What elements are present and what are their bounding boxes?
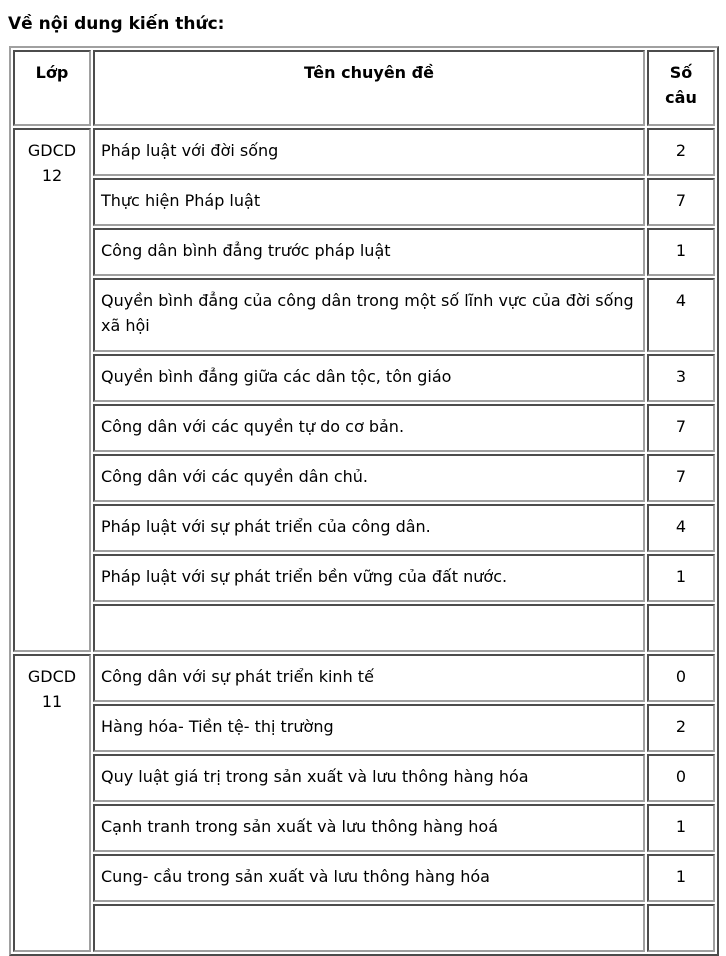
- table-row: [13, 354, 715, 402]
- grade-line2: 12: [41, 166, 63, 185]
- table-row: [13, 278, 715, 352]
- count-cell: 1: [647, 804, 715, 852]
- count-cell: 4: [647, 278, 715, 352]
- topic-cell: Quy luật giá trị trong sản xuất và lưu thông hàng hóa: [93, 754, 645, 802]
- grade-cell-gdcd11: [13, 654, 91, 952]
- count-cell: 7: [647, 178, 715, 226]
- topic-cell: Thực hiện Pháp luật: [93, 178, 645, 226]
- count-cell: 2: [647, 704, 715, 752]
- grade-cell-gdcd12: [13, 128, 91, 652]
- header-count-line1: Số: [669, 63, 693, 82]
- count-cell: [647, 604, 715, 652]
- header-count: [647, 50, 715, 126]
- count-cell: 1: [647, 228, 715, 276]
- topic-cell: [93, 604, 645, 652]
- count-cell: 2: [647, 128, 715, 176]
- count-cell: 1: [647, 854, 715, 902]
- topic-cell: [93, 904, 645, 952]
- table-row: [13, 554, 715, 602]
- topic-cell: Công dân với các quyền tự do cơ bản.: [93, 404, 645, 452]
- topic-cell: Quyền bình đẳng của công dân trong một số lĩnh vực của đời sống xã hội: [93, 278, 645, 352]
- section-heading: Về nội dung kiến thức:: [8, 14, 225, 34]
- table-row: [13, 704, 715, 752]
- count-cell: 7: [647, 404, 715, 452]
- count-cell: 0: [647, 754, 715, 802]
- table-row: [13, 504, 715, 552]
- count-cell: 1: [647, 554, 715, 602]
- topic-cell: Pháp luật với sự phát triển bền vững của đất nước.: [93, 554, 645, 602]
- table-row-empty: [13, 604, 715, 652]
- topic-cell: Công dân với sự phát triển kinh tế: [93, 654, 645, 702]
- topics-table: [9, 46, 719, 956]
- grade-line2: 11: [41, 692, 63, 711]
- topic-cell: Cung- cầu trong sản xuất và lưu thông hàng hóa: [93, 854, 645, 902]
- table-row: [13, 754, 715, 802]
- table-row: [13, 454, 715, 502]
- topic-cell: Hàng hóa- Tiền tệ- thị trường: [93, 704, 645, 752]
- topic-cell: Pháp luật với đời sống: [93, 128, 645, 176]
- header-topic: Tên chuyên đề: [93, 50, 645, 126]
- topic-cell: Công dân với các quyền dân chủ.: [93, 454, 645, 502]
- grade-line1: GDCD: [27, 141, 77, 160]
- table-row: [13, 654, 715, 702]
- count-cell: [647, 904, 715, 952]
- count-cell: 3: [647, 354, 715, 402]
- header-count-line2: câu: [665, 88, 697, 107]
- table-row: [13, 854, 715, 902]
- table-header-row: [13, 50, 715, 126]
- topic-cell: Cạnh tranh trong sản xuất và lưu thông hàng hoá: [93, 804, 645, 852]
- topic-cell: Công dân bình đẳng trước pháp luật: [93, 228, 645, 276]
- table-row: [13, 804, 715, 852]
- count-cell: 7: [647, 454, 715, 502]
- table-row-empty: [13, 904, 715, 952]
- header-grade: Lớp: [13, 50, 91, 126]
- count-cell: 4: [647, 504, 715, 552]
- table-row: [13, 178, 715, 226]
- table-row: [13, 228, 715, 276]
- table-row: [13, 404, 715, 452]
- count-cell: 0: [647, 654, 715, 702]
- topic-cell: Pháp luật với sự phát triển của công dân.: [93, 504, 645, 552]
- topic-cell: Quyền bình đẳng giữa các dân tộc, tôn giáo: [93, 354, 645, 402]
- grade-line1: GDCD: [27, 667, 77, 686]
- table-row: [13, 128, 715, 176]
